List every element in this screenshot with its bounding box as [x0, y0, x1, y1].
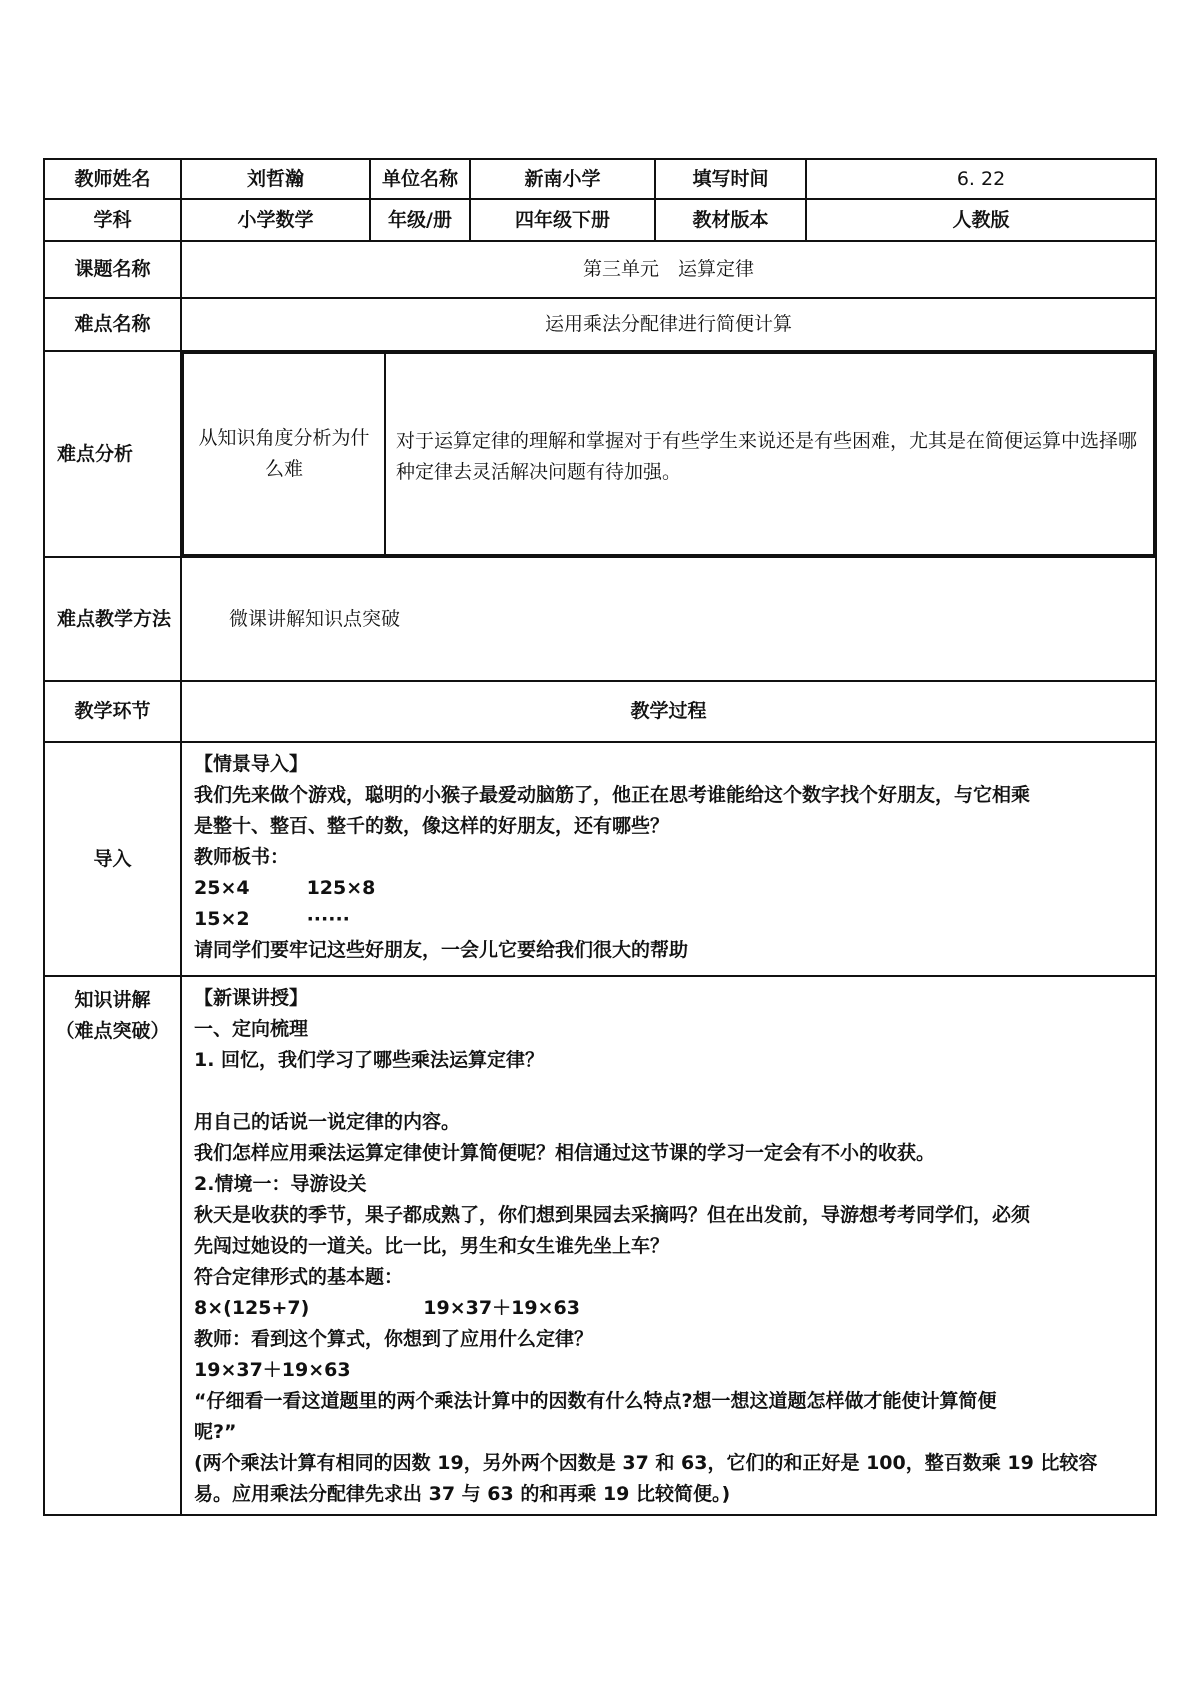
lecture-label-line2: （难点突破） [55, 1020, 170, 1042]
lecture-line: 【新课讲授】 [194, 987, 309, 1009]
method-row [44, 557, 1156, 681]
intro-line: 我们先来做个游戏，聪明的小猴子最爱动脑筋了，他正在思考谁能给这个数字找个好朋友，与它相乘 [194, 784, 1031, 806]
header-row-1 [44, 159, 1156, 199]
analysis-row [44, 351, 1156, 557]
lecture-line: 19×37＋19×63 [194, 1359, 351, 1381]
teacher-name-label: 教师姓名 [44, 159, 181, 199]
unit-label: 单位名称 [370, 159, 470, 199]
intro-label: 导入 [44, 742, 181, 976]
analysis-label: 难点分析 [44, 351, 181, 557]
intro-content [181, 742, 1156, 976]
process-header-row [44, 681, 1156, 742]
subject-value: 小学数学 [181, 199, 370, 241]
lecture-line: 教师：看到这个算式，你想到了应用什么定律？ [194, 1328, 594, 1350]
method-value: 微课讲解知识点突破 [181, 557, 1156, 681]
lecture-line: “仔细看一看这道题里的两个乘法计算中的因数有什么特点?想一想这道题怎样做才能使计算简便 [194, 1390, 997, 1412]
intro-line: 请同学们要牢记这些好朋友，一会儿它要给我们很大的帮助 [194, 939, 689, 961]
edition-label: 教材版本 [655, 199, 806, 241]
method-label: 难点教学方法 [44, 557, 181, 681]
lecture-line: 2.情境一：导游设关 [194, 1173, 367, 1195]
lecture-label [44, 976, 181, 1515]
lecture-line: 符合定律形式的基本题： [194, 1266, 404, 1288]
analysis-sub-label: 从知识角度分析为什么难 [183, 353, 385, 555]
lecture-label-line1: 知识讲解 [74, 989, 151, 1011]
lecture-line: 易。应用乘法分配律先求出 37 与 63 的和再乘 19 比较简便。) [194, 1483, 731, 1505]
topic-value: 第三单元 运算定律 [181, 241, 1156, 298]
header-row-2 [44, 199, 1156, 241]
lecture-row [44, 976, 1156, 1515]
intro-line: 是整十、整百、整千的数，像这样的好朋友，还有哪些？ [194, 815, 670, 837]
lecture-line: 先闯过她设的一道关。比一比，男生和女生谁先坐上车？ [194, 1235, 670, 1257]
lecture-line [194, 1076, 1145, 1107]
grade-label: 年级/册 [370, 199, 470, 241]
difficulty-row [44, 298, 1156, 351]
teacher-name-value: 刘哲瀚 [181, 159, 370, 199]
topic-label: 课题名称 [44, 241, 181, 298]
lecture-line: (两个乘法计算有相同的因数 19，另外两个因数是 37 和 63，它们的和正好是 100，整百数乘 19 比较容 [194, 1452, 1098, 1474]
lecture-line: 一、定向梳理 [194, 1018, 309, 1040]
lecture-line: 我们怎样应用乘法运算定律使计算简便呢？相信通过这节课的学习一定会有不小的收获。 [194, 1142, 936, 1164]
lecture-line: 1. 回忆，我们学习了哪些乘法运算定律？ [194, 1049, 545, 1071]
topic-row [44, 241, 1156, 298]
lecture-line: 8×(125+7) 19×37＋19×63 [194, 1297, 580, 1319]
lecture-line: 秋天是收获的季节，果子都成熟了，你们想到果园去采摘吗？但在出发前，导游想考考同学们，必须 [194, 1204, 1031, 1226]
analysis-content [181, 351, 1156, 557]
date-label: 填写时间 [655, 159, 806, 199]
stage-label: 教学环节 [44, 681, 181, 742]
edition-value: 人教版 [806, 199, 1156, 241]
date-value: 6. 22 [806, 159, 1156, 199]
lecture-content [181, 976, 1156, 1515]
intro-line: 教师板书： [194, 846, 290, 868]
unit-value: 新南小学 [470, 159, 655, 199]
process-label: 教学过程 [181, 681, 1156, 742]
lecture-line: 用自己的话说一说定律的内容。 [194, 1111, 461, 1133]
lesson-plan-table [43, 158, 1157, 1516]
intro-line: 【情景导入】 [194, 753, 309, 775]
subject-label: 学科 [44, 199, 181, 241]
grade-value: 四年级下册 [470, 199, 655, 241]
analysis-text: 对于运算定律的理解和掌握对于有些学生来说还是有些困难，尤其是在简便运算中选择哪种定律去灵活解决问题有待加强。 [385, 353, 1154, 555]
lecture-line: 呢?” [194, 1421, 237, 1443]
difficulty-value: 运用乘法分配律进行简便计算 [181, 298, 1156, 351]
intro-line: 15×2 ······ [194, 908, 350, 930]
intro-line: 25×4 125×8 [194, 877, 376, 899]
difficulty-label: 难点名称 [44, 298, 181, 351]
intro-row [44, 742, 1156, 976]
